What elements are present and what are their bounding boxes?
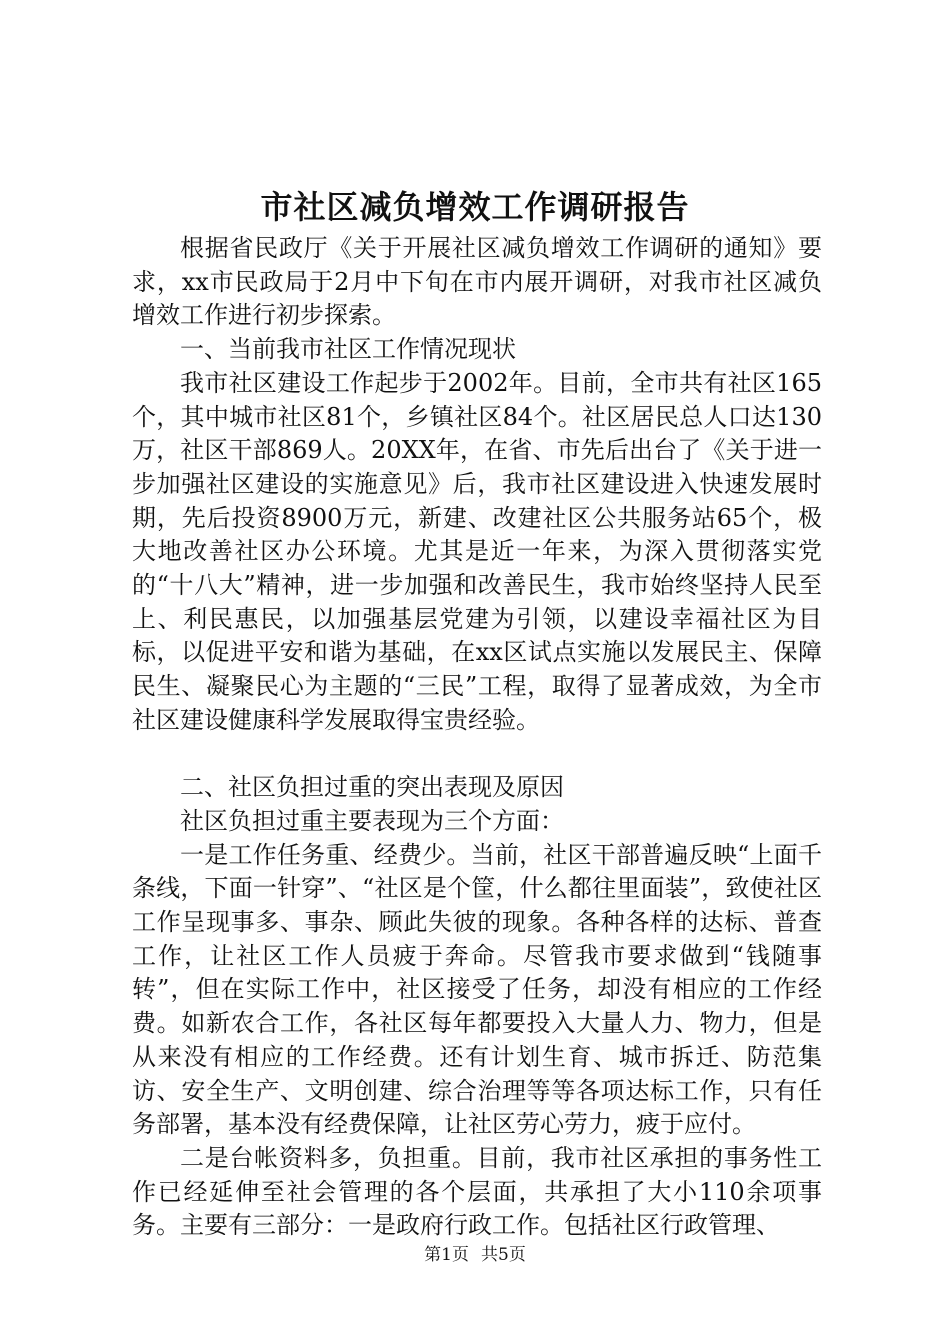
intro-paragraph: 根据省民政厅《关于开展社区减负增效工作调研的通知》要求，xx市民政局于2月中下旬在市内展开调研，对我市社区减负增效工作进行初步探索。 <box>132 234 822 330</box>
section-heading-2: 二、社区负担过重的突出表现及原因 <box>180 773 564 802</box>
section-1-paragraph: 我市社区建设工作起步于2002年。目前，全市共有社区165个，其中城市社区81个，乡镇社区84个。社区居民总人口达130万，社区干部869人。20XX年，在省、市先后出台了《关于进一步加强社区建设的实施意见》后，我市社区建设进入快速发展时期，先后投资8900万元，新建、改建社区公共服务站65个，极大地改善社区办公环境。尤其是近一年来，为深入贯彻落实党的“十八大”精神，进一步加强和改善民生，我市始终坚持人民至上、利民惠民，以加强基层党建为引领，以建设幸福社区为目标，以促进平安和谐为基础，在xx区试点实施以发展民主、保障民生、凝聚民心为主题的“三民”工程，取得了显著成效，为全市社区建设健康科学发展取得宝贵经验。 <box>132 368 822 734</box>
page-number: 第1页 <box>424 1245 469 1265</box>
document-body <box>132 232 822 1243</box>
page-count: 共5页 <box>481 1245 526 1265</box>
section-2-lead-paragraph: 社区负担过重主要表现为三个方面： <box>180 806 564 835</box>
paragraph-spacer <box>132 738 822 772</box>
page-footer <box>0 1243 950 1267</box>
section-2-point-1-paragraph: 一是工作任务重、经费少。当前，社区干部普遍反映“上面千条线，下面一针穿”、“社区是个筐，什么都往里面装”，致使社区工作呈现事多、事杂、顾此失彼的现象。各种各样的达标、普查工作，让社区工作人员疲于奔命。尽管我市要求做到“钱随事转”，但在实际工作中，社区接受了任务，却没有相应的工作经费。如新农合工作，各社区每年都要投入大量人力、物力，但是从来没有相应的工作经费。还有计划生育、城市拆迁、防范集访、安全生产、文明创建、综合治理等等各项达标工作，只有任务部署，基本没有经费保障，让社区劳心劳力，疲于应付。 <box>132 840 822 1139</box>
section-2-point-2-paragraph: 二是台帐资料多，负担重。目前，我市社区承担的事务性工作已经延伸至社会管理的各个层面，共承担了大小110余项事务。主要有三部分：一是政府行政工作。包括社区行政管理、 <box>132 1143 822 1240</box>
document-title: 市社区减负增效工作调研报告 <box>260 188 690 226</box>
section-heading-1: 一、当前我市社区工作情况现状 <box>180 335 516 364</box>
